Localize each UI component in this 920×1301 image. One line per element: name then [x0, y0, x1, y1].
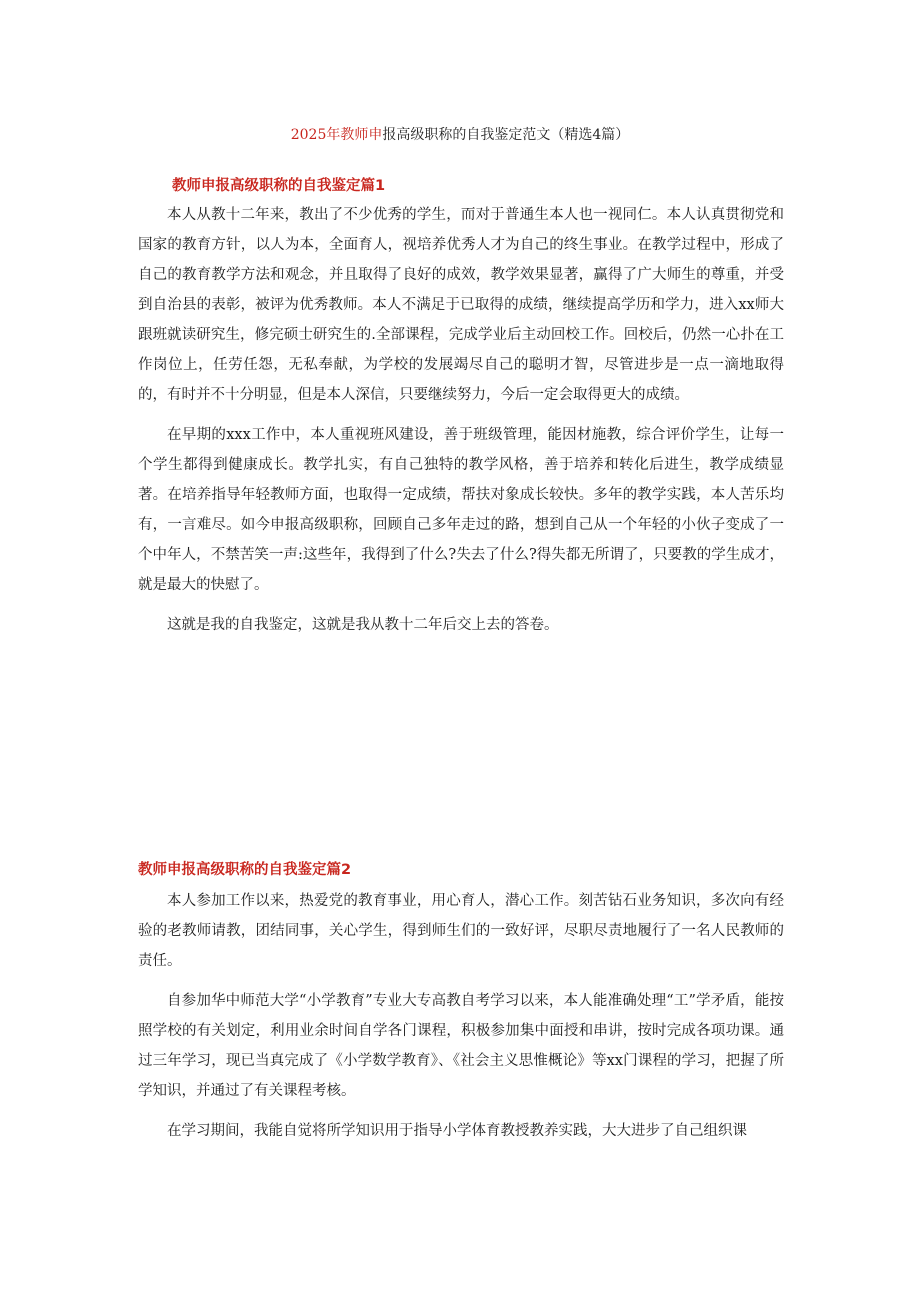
- title-highlight: 2025年教师申: [290, 127, 383, 143]
- section-body-1: [138, 200, 784, 650]
- paragraph: 自参加华中师范大学“小学教育”专业大专高教自考学习以来，本人能准确处理“工”学矛盾，能按照学校的有关划定，利用业余时间自学各门课程，积极参加集中面授和串讲，按时完成各项功课。通过三年学习，现已当真完成了《小学数学教育》、《社会主义思惟概论》等xx门课程的学习，把握了所学知识，并通过了有关课程考核。: [138, 993, 784, 1099]
- paragraph: 在学习期间，我能自觉将所学知识用于指导小学体育教授教养实践，大大进步了自己组织课: [167, 1123, 747, 1139]
- section-body-2: [138, 886, 784, 1156]
- paragraph: 这就是我的自我鉴定，这就是我从教十二年后交上去的答卷。: [167, 617, 559, 633]
- section-heading-2: 教师申报高级职称的自我鉴定篇2: [138, 862, 352, 878]
- title-rest: 报高级职称的自我鉴定范文（精选4篇）: [382, 127, 630, 143]
- paragraph: 在早期的xxx工作中，本人重视班风建设，善于班级管理，能因材施教，综合评价学生，让每一个学生都得到健康成长。教学扎实，有自己独特的教学风格，善于培养和转化后进生，教学成绩显著。在培养指导年轻教师方面，也取得一定成绩，帮扶对象成长较快。多年的教学实践，本人苦乐均有，一言难尽。如今申报高级职称，回顾自己多年走过的路，想到自己从一个年轻的小伙子变成了一个中年人，不禁苦笑一声:这些年，我得到了什么?失去了什么?得失都无所谓了，只要教的学生成才，就是最大的快慰了。: [138, 427, 784, 593]
- paragraph: 本人从教十二年来，教出了不少优秀的学生，而对于普通生本人也一视同仁。本人认真贯彻党和国家的教育方针，以人为本，全面育人，视培养优秀人才为自己的终生事业。在教学过程中，形成了自己的教育教学方法和观念，并且取得了良好的成效，教学效果显著，赢得了广大师生的尊重，并受到自治县的表彰，被评为优秀教师。本人不满足于已取得的成绩，继续提高学历和学力，进入xx师大跟班就读研究生，修完硕士研究生的.全部课程，完成学业后主动回校工作。回校后，仍然一心扑在工作岗位上，任劳任怨，无私奉献，为学校的发展竭尽自己的聪明才智，尽管进步是一点一滴地取得的，有时并不十分明显，但是本人深信，只要继续努力，今后一定会取得更大的成绩。: [138, 207, 784, 403]
- paragraph: 本人参加工作以来，热爱党的教育事业，用心育人，潜心工作。刻苦钻石业务知识，多次向有经验的老教师请教，团结同事，关心学生，得到师生们的一致好评，尽职尽责地履行了一名人民教师的责任。: [138, 893, 784, 969]
- section-heading-1: 教师申报高级职称的自我鉴定篇1: [172, 178, 386, 194]
- document-title: [0, 124, 920, 144]
